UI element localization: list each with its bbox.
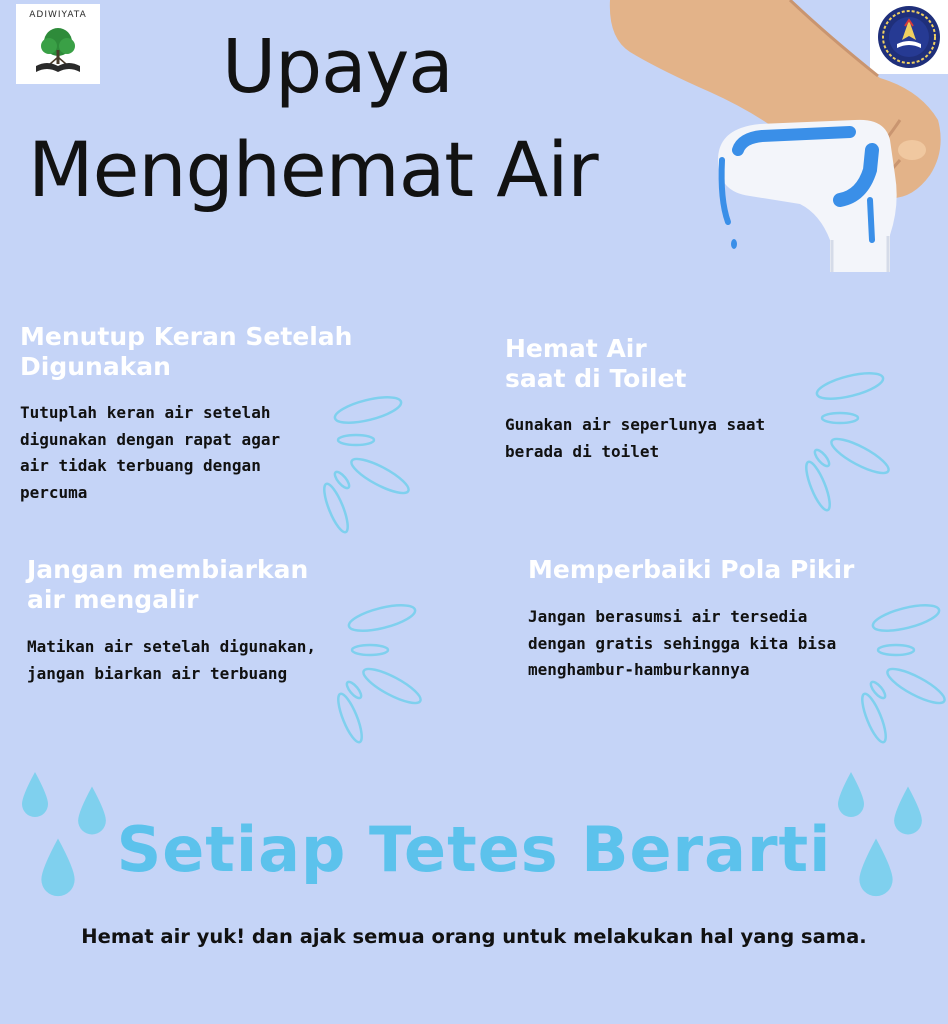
body-line: digunakan dengan rapat agar (20, 429, 281, 449)
tip-heading-running-water (27, 555, 308, 615)
water-splash-icon (800, 366, 900, 516)
body-line: percuma (20, 482, 88, 502)
tip-body-mindset (528, 604, 836, 684)
tip-body-running-water (27, 634, 316, 687)
body-line: dengan gratis sehingga kita bisa (528, 633, 837, 653)
heading-line: Menutup Keran Setelah (20, 322, 353, 351)
footer-call-to-action: Hemat air yuk! dan ajak semua orang untuk melakukan hal yang sama. (81, 925, 867, 948)
tip-heading-close-faucet (20, 322, 352, 382)
adiwiyata-logo-text: ADIWIYATA (29, 10, 87, 20)
body-line: Jangan berasumsi air tersedia (528, 607, 808, 626)
body-line: Gunakan air seperlunya saat (505, 415, 766, 434)
body-line: menghambur-hamburkannya (528, 660, 750, 679)
tip-heading-mindset (528, 555, 854, 585)
heading-line: Jangan membiarkan (27, 555, 309, 584)
heading-line: Hemat Air (505, 334, 647, 363)
body-line: Tutuplah keran air setelah (20, 403, 271, 422)
body-line: air tidak terbuang dengan (20, 456, 261, 475)
slogan: Setiap Tetes Berarti (116, 813, 832, 886)
heading-line: air mengalir (27, 585, 199, 614)
adiwiyata-logo (16, 4, 100, 84)
title-line-1: Upaya (222, 24, 453, 110)
body-line: berada di toilet (505, 441, 660, 461)
heading-line: Digunakan (20, 352, 171, 381)
water-splash-icon (318, 388, 418, 538)
heading-line: Memperbaiki Pola Pikir (528, 555, 855, 584)
body-line: Matikan air setelah digunakan, (27, 637, 316, 656)
title-line-2: Menghemat Air (28, 125, 598, 214)
tip-body-toilet (505, 412, 765, 465)
heading-line: saat di Toilet (505, 364, 687, 393)
body-line: jangan biarkan air terbuang (27, 663, 288, 683)
tip-heading-toilet (505, 334, 686, 394)
water-splash-icon (852, 596, 948, 746)
tip-body-close-faucet (20, 400, 280, 506)
water-splash-icon (330, 596, 430, 746)
hand-turning-faucet-icon (600, 0, 948, 280)
